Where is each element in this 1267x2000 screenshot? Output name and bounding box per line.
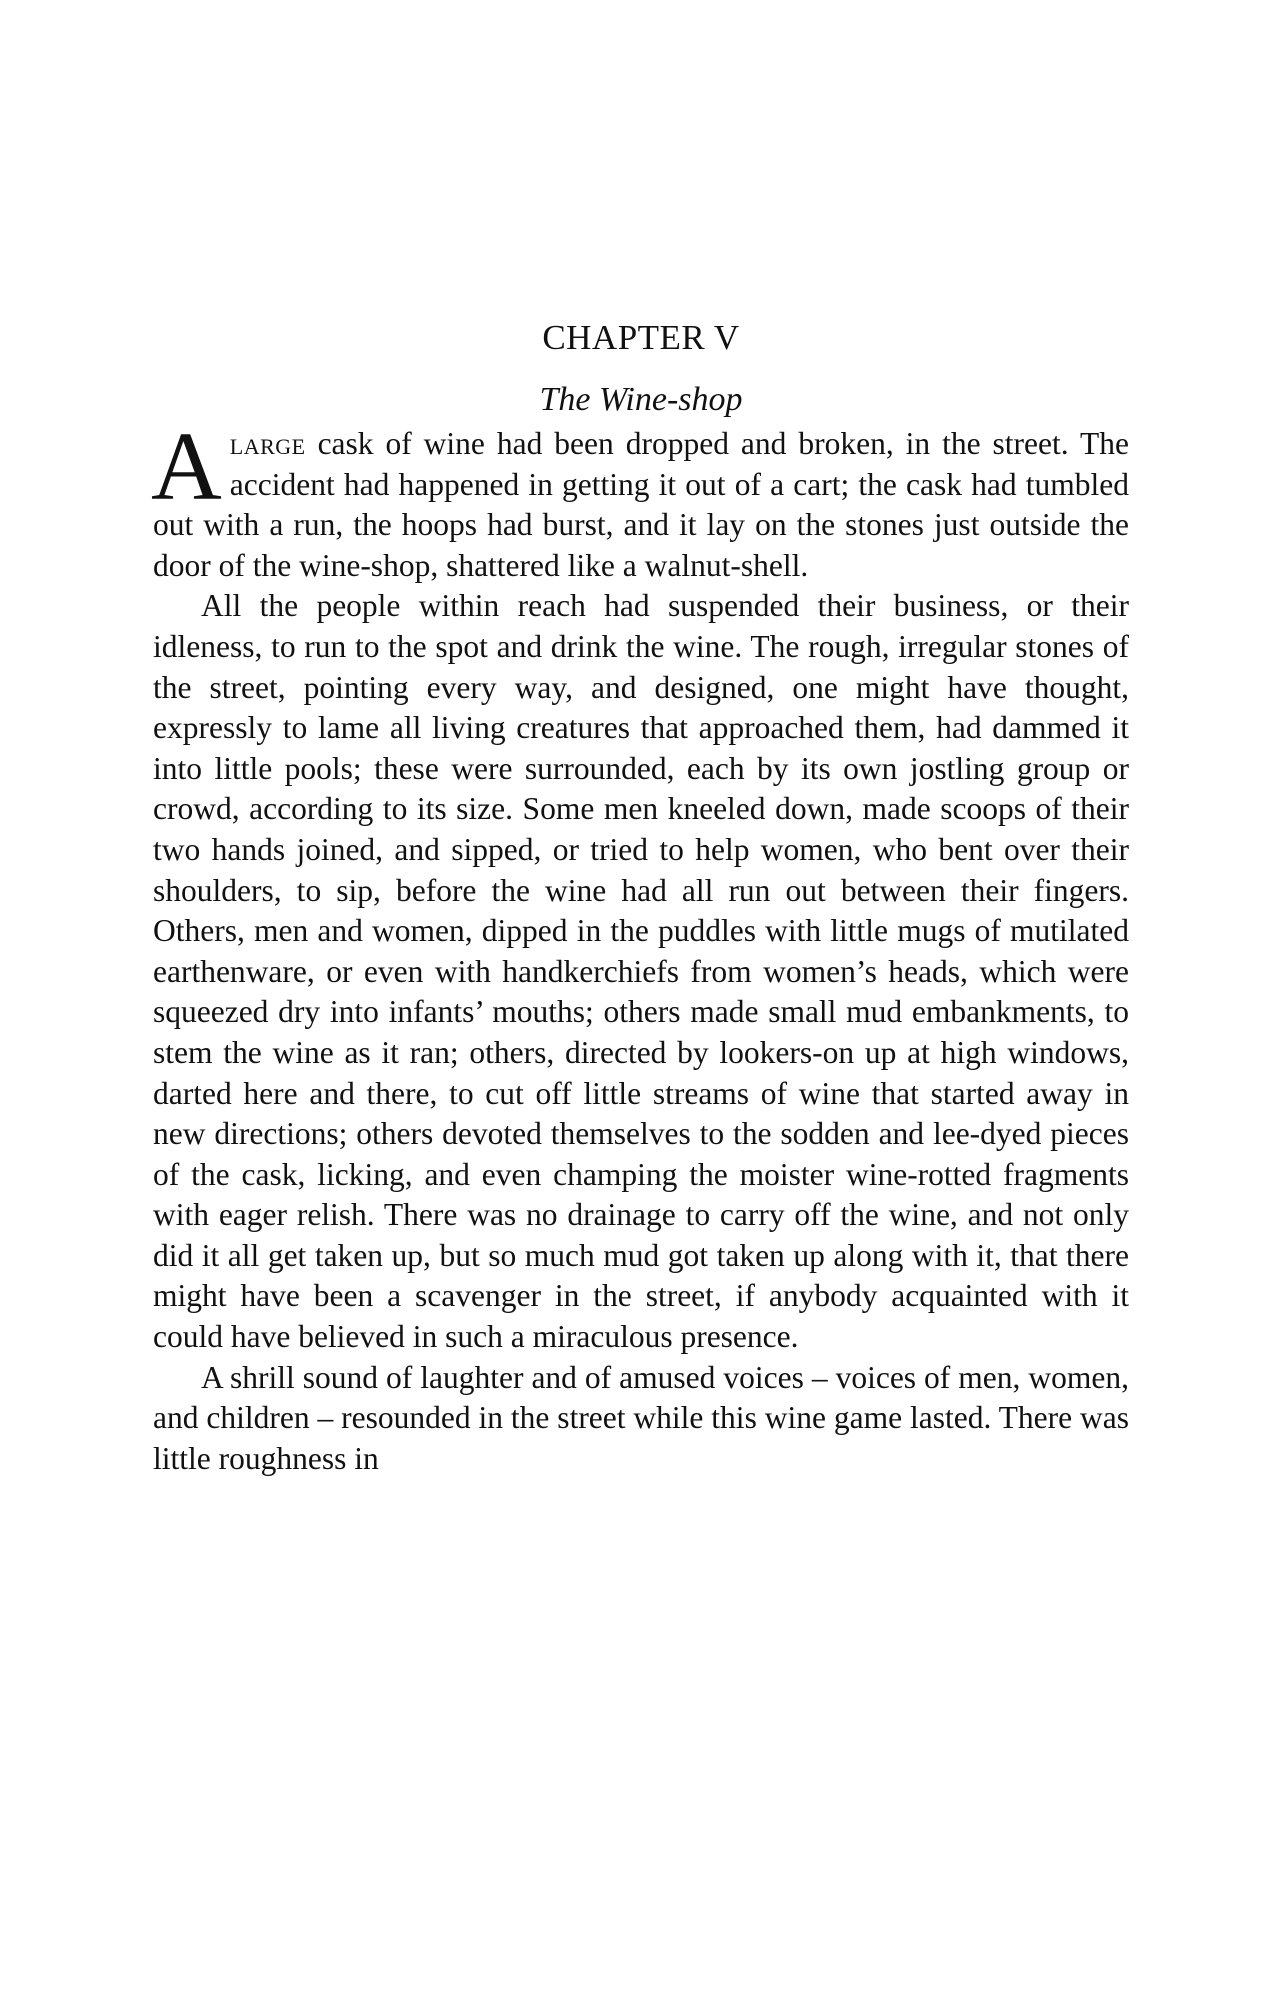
chapter-subtitle: The Wine-shop: [539, 381, 743, 418]
book-page: [153, 318, 1129, 1479]
paragraph-1-text: cask of wine had been dropped and broken, in the street. The accident had happened in getting it out of a cart; the cask had tumbled out with a run, the hoops had burst, and it lay on the stones just outside the door of the wine-shop, shattered like a walnut-shell.: [153, 426, 1129, 583]
paragraph-1: [151, 413, 1129, 586]
chapter-heading: CHAPTER V: [542, 318, 740, 357]
drop-cap: A: [151, 413, 222, 521]
small-caps-lead: large: [229, 426, 306, 461]
paragraph-3: A shrill sound of laughter and of amused voices – voices of men, women, and children – resounded in the street while this wine game lasted. There was little roughness in: [153, 1359, 1129, 1476]
paragraph-2: All the people within reach had suspended their business, or their idleness, to run to the spot and drink the wine. The rough, irregular stones of the street, pointing every way, and designed, one might have thought, expressly to lame all living creatures that approached them, had dammed it into little pools; these were surrounded, each by its own jostling group or crowd, according to its size. Some men kneeled down, made scoops of their two hands joined, and sipped, or tried to help women, who bent over their shoulders, to sip, before the wine had all run out between their fingers. Others, men and women, dipped in the puddles with little mugs of mutilated earthenware, or even with handkerchiefs from women’s heads, which were squeezed dry into infants’ mouths; others made small mud embankments, to stem the wine as it ran; others, directed by lookers-on up at high windows, darted here and there, to cut off little streams of wine that started away in new directions; others devoted themselves to the sodden and lee-dyed pieces of the cask, licking, and even champing the moister wine-rotted fragments with eager relish. There was no drainage to carry off the wine, and not only did it all get taken up, but so much mud got taken up along with it, that there might have been a scavenger in the street, if anybody acquainted with it could have believed in such a miraculous presence.: [153, 588, 1129, 1355]
chapter-body: [151, 413, 1129, 1479]
